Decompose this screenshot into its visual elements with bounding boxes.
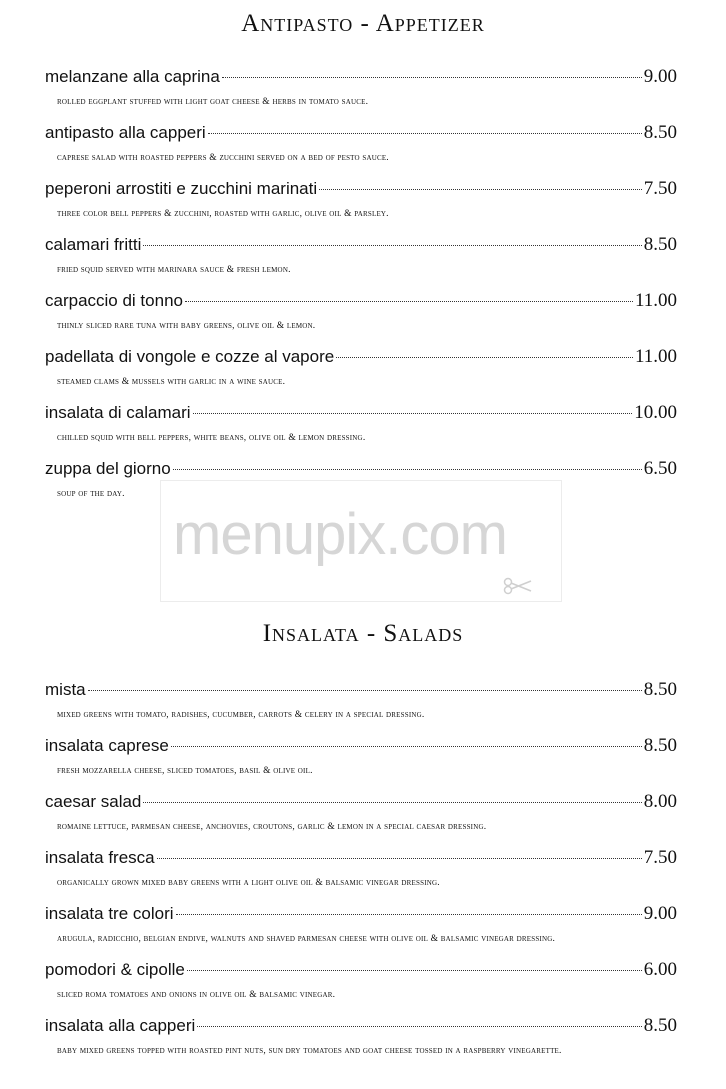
list-item	[45, 346, 677, 402]
leader-dots	[222, 77, 642, 78]
item-name: melanzane alla caprina	[45, 67, 220, 86]
item-description: three color bell peppers & zucchini, roasted with garlic, olive oil & parsley.	[57, 209, 389, 219]
list-item	[45, 959, 677, 1015]
list-item	[45, 122, 677, 178]
item-description: rolled eggplant stuffed with light goat cheese & herbs in tomato sauce.	[57, 97, 369, 107]
item-name: carpaccio di tonno	[45, 291, 183, 310]
item-description: organically grown mixed baby greens with a light olive oil & balsamic vinegar dressing.	[57, 878, 440, 888]
watermark-text: menupix.com	[173, 502, 507, 567]
list-item	[45, 458, 677, 514]
scissors-icon	[503, 577, 533, 595]
item-price: 7.50	[643, 847, 677, 868]
antipasto-list	[45, 66, 677, 514]
item-description: romaine lettuce, parmesan cheese, anchovies, croutons, garlic & lemon in a special caesar dressing.	[57, 822, 487, 832]
item-description: fresh mozzarella cheese, sliced tomatoes, basil & olive oil.	[57, 766, 313, 776]
leader-dots	[143, 245, 641, 246]
item-price: 6.50	[643, 458, 677, 479]
list-item	[45, 735, 677, 791]
list-item	[45, 791, 677, 847]
leader-dots	[187, 970, 642, 971]
item-price: 8.00	[643, 791, 677, 812]
item-name: insalata caprese	[45, 736, 169, 755]
item-description: caprese salad with roasted peppers & zucchini served on a bed of pesto sauce.	[57, 153, 389, 163]
list-item	[45, 290, 677, 346]
leader-dots	[319, 189, 642, 190]
item-description: soup of the day.	[57, 489, 125, 499]
list-item	[45, 679, 677, 735]
leader-dots	[88, 690, 642, 691]
leader-dots	[171, 746, 642, 747]
leader-dots	[336, 357, 633, 358]
leader-dots	[185, 301, 633, 302]
item-name: calamari fritti	[45, 235, 142, 254]
item-description: thinly sliced rare tuna with baby greens, olive oil & lemon.	[57, 321, 316, 331]
item-name: pomodori & cipolle	[45, 960, 185, 979]
list-item	[45, 178, 677, 234]
section-title-insalata: Insalata - Salads	[262, 620, 464, 647]
item-price: 11.00	[634, 290, 677, 311]
item-name: insalata di calamari	[45, 403, 191, 422]
list-item	[45, 402, 677, 458]
item-name: insalata fresca	[45, 848, 155, 867]
leader-dots	[176, 914, 642, 915]
item-name: caesar salad	[45, 792, 142, 811]
leader-dots	[197, 1026, 641, 1027]
item-description: fried squid served with marinara sauce & fresh lemon.	[57, 265, 291, 275]
item-description: arugula, radicchio, belgian endive, walnuts and shaved parmesan cheese with olive oil & balsamic vinegar dressing.	[57, 934, 556, 944]
item-name: peperoni arrostiti e zucchini marinati	[45, 179, 318, 198]
item-name: padellata di vongole e cozze al vapore	[45, 347, 335, 366]
item-description: sliced roma tomatoes and onions in olive oil & balsamic vinegar.	[57, 990, 336, 1000]
item-description: chilled squid with bell peppers, white beans, olive oil & lemon dressing.	[57, 433, 366, 443]
section-title-antipasto: Antipasto - Appetizer	[241, 10, 485, 37]
item-price: 8.50	[643, 1015, 677, 1036]
item-name: zuppa del giorno	[45, 459, 171, 478]
item-price: 9.00	[643, 66, 677, 87]
item-price: 8.50	[643, 679, 677, 700]
item-price: 8.50	[643, 735, 677, 756]
item-name: mista	[45, 680, 86, 699]
list-item	[45, 66, 677, 122]
leader-dots	[157, 858, 642, 859]
leader-dots	[193, 413, 633, 414]
item-price: 8.50	[643, 234, 677, 255]
list-item	[45, 903, 677, 959]
leader-dots	[173, 469, 642, 470]
item-price: 9.00	[643, 903, 677, 924]
list-item	[45, 234, 677, 290]
item-price: 10.00	[634, 402, 677, 423]
list-item	[45, 1015, 677, 1071]
insalata-list	[45, 679, 677, 1071]
item-name: insalata alla capperi	[45, 1016, 196, 1035]
item-price: 6.00	[643, 959, 677, 980]
item-name: insalata tre colori	[45, 904, 174, 923]
leader-dots	[143, 802, 641, 803]
item-description: steamed clams & mussels with garlic in a wine sauce.	[57, 377, 286, 387]
item-price: 8.50	[643, 122, 677, 143]
item-description: mixed greens with tomato, radishes, cucumber, carrots & celery in a special dressing.	[57, 710, 425, 720]
item-price: 7.50	[643, 178, 677, 199]
item-price: 11.00	[634, 346, 677, 367]
list-item	[45, 847, 677, 903]
item-name: antipasto alla capperi	[45, 123, 206, 142]
item-description: baby mixed greens topped with roasted pint nuts, sun dry tomatoes and goat cheese tossed in a raspberry vinegarette.	[57, 1046, 562, 1056]
leader-dots	[208, 133, 642, 134]
